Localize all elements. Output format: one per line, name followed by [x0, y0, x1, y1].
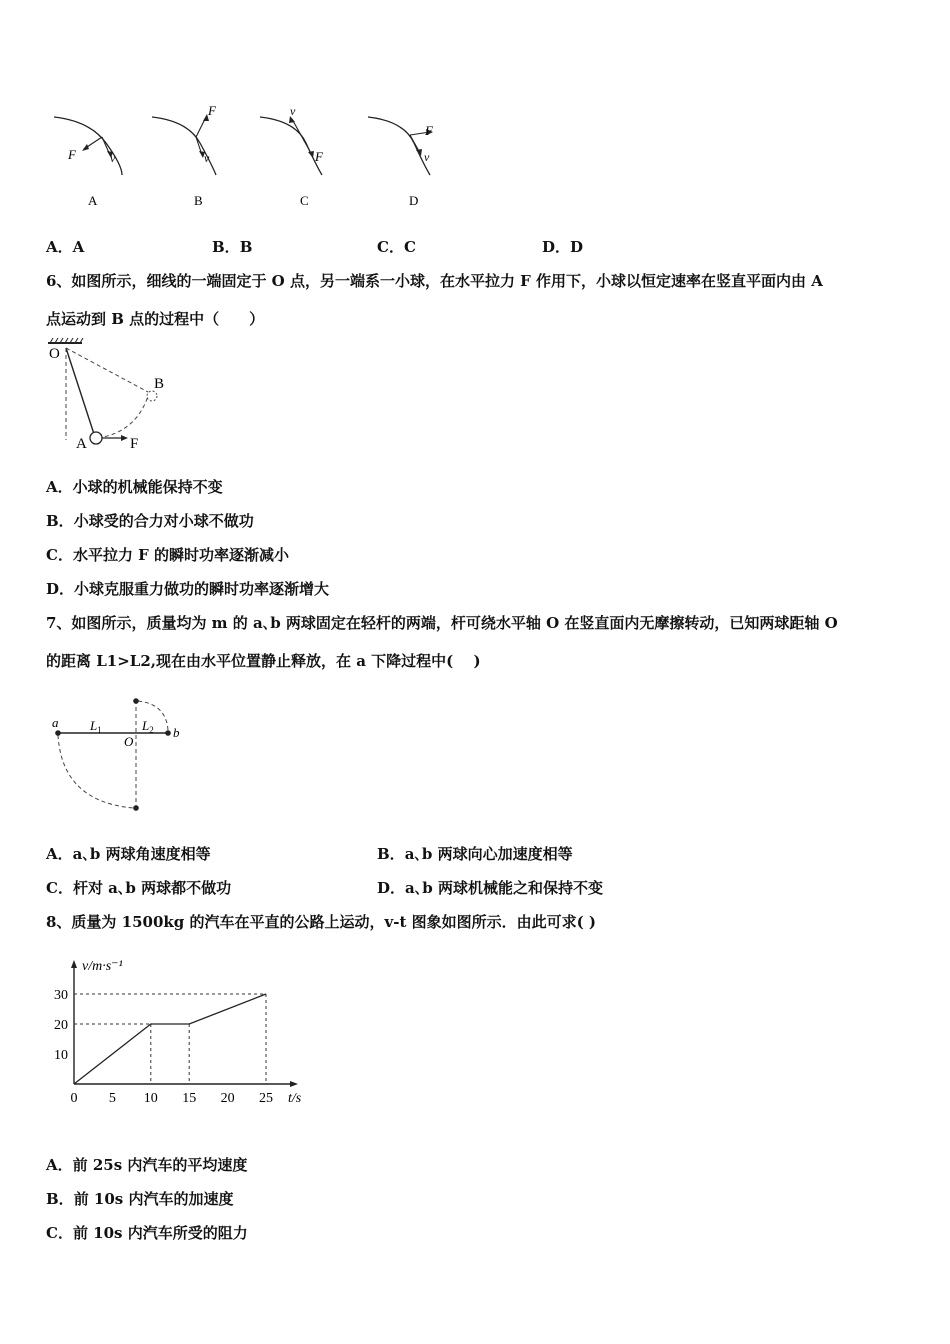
q6-option-d-letter: D． [46, 580, 75, 598]
q6-option-b-letter: B． [46, 512, 74, 530]
q7-label-o: O [124, 734, 134, 749]
q5-c-curve [260, 117, 322, 175]
q6-label-o: O [49, 346, 60, 362]
vt-chart-series [74, 994, 266, 1084]
q6-option-d-text: 小球克服重力做功的瞬时功率逐渐增大 [74, 580, 330, 598]
q7-label-l1 [89, 718, 102, 735]
q6-label-f: F [130, 436, 139, 452]
vt-chart-guides [74, 994, 266, 1084]
q8-option-c-text: 前 10s 内汽车所受的阻力 [72, 1224, 248, 1242]
x-axis-arrowhead [290, 1081, 298, 1087]
q6-ball-b [147, 391, 157, 401]
q6-figure [40, 336, 180, 456]
q5-a-velocity-label: v [110, 151, 116, 165]
q7-l2-letter: L [142, 718, 150, 733]
q6-option-c-text: 水平拉力 F 的瞬时功率逐渐减小 [72, 546, 290, 564]
q7-option-c-text: 杆对 a､b 两球都不做功 [72, 879, 232, 897]
q8-option-a-letter: A． [46, 1156, 73, 1174]
q5-option-d-text: D [570, 238, 584, 256]
q6-option-b-text: 小球受的合力对小球不做功 [73, 512, 254, 530]
y-tick-label-20: 20 [54, 1018, 68, 1033]
q7-stem-line-1: 7、如图所示，质量均为 m 的 a､b 两球固定在轻杆的两端，杆可绕水平轴 O 在竖直面内无摩擦转动，已知两球距轴 O [46, 614, 838, 632]
q7-option-a [46, 843, 211, 864]
q5-figures [40, 95, 460, 220]
y-axis-label: v/m·s⁻¹ [82, 959, 123, 974]
q6-option-c-letter: C． [46, 546, 73, 564]
q7-stem-line-2: 的距离 L1>L2,现在由水平位置静止释放，在 a 下降过程中( ) [46, 652, 481, 670]
q5-c-force-arrowhead [308, 151, 314, 158]
q5-option-a [46, 236, 84, 257]
q8-option-b [46, 1188, 233, 1209]
y-tick-label-10: 10 [54, 1048, 68, 1063]
q5-option-c [377, 236, 416, 257]
q6-string [66, 348, 94, 434]
q8-option-a [46, 1154, 247, 1175]
q5-b-force-label: F [208, 103, 216, 118]
q5-figure-a [54, 117, 122, 208]
y-axis-arrowhead [71, 960, 77, 968]
q8-stem: 8、质量为 1500kg 的汽车在平直的公路上运动，v-t 图象如图所示．由此可求( ) [46, 913, 597, 931]
q5-d-curve [368, 117, 430, 175]
q5-option-c-letter: C． [377, 238, 404, 256]
q5-d-velocity-label: v [424, 150, 430, 164]
q7-option-d-letter: D． [377, 879, 406, 897]
q5-c-force-label: F [315, 149, 323, 164]
q5-b-curve [152, 117, 216, 175]
q8-option-c-letter: C． [46, 1224, 73, 1242]
q7-label-l2 [141, 718, 154, 735]
x-tick-label-15: 15 [182, 1091, 197, 1106]
q5-option-d-letter: D． [542, 238, 571, 256]
q6-arc-dashed [98, 396, 148, 438]
q7-option-d-text: a､b 两球机械能之和保持不变 [405, 879, 603, 897]
q7-option-b [377, 843, 573, 864]
q8-option-c [46, 1222, 248, 1243]
q5-option-d [542, 236, 583, 257]
q8-option-a-text: 前 25s 内汽车的平均速度 [72, 1156, 248, 1174]
q5-option-b-letter: B． [212, 238, 240, 256]
q7-ball-top [133, 698, 139, 704]
q6-force-arrowhead [121, 435, 128, 441]
x-tick-label-5: 5 [108, 1091, 116, 1106]
q6-stem-line-2: 点运动到 B 点的过程中（ ） [46, 310, 265, 328]
q7-option-a-text: a､b 两球角速度相等 [72, 845, 211, 863]
q7-l1-letter: L [90, 718, 98, 733]
q7-l2-subscript: 2 [149, 725, 154, 735]
y-tick-label-30: 30 [54, 988, 68, 1003]
q6-option-b [46, 510, 254, 531]
q7-option-d [377, 877, 603, 898]
x-tick-label-10: 10 [143, 1091, 158, 1106]
q7-ball-a [55, 730, 61, 736]
q5-option-c-text: C [403, 238, 416, 256]
q7-l1-subscript: 1 [97, 725, 102, 735]
q7-option-c-letter: C． [46, 879, 73, 897]
vt-series-line [74, 994, 266, 1084]
q5-option-b [212, 236, 252, 257]
q6-option-c [46, 544, 289, 565]
q7-option-a-letter: A． [46, 845, 73, 863]
x-tick-label-0: 0 [70, 1091, 78, 1106]
q5-figure-c [260, 104, 324, 208]
q5-a-force-arrowhead [82, 144, 89, 151]
x-axis-label: t/s [288, 1091, 302, 1106]
q8-option-b-letter: B． [46, 1190, 74, 1208]
q7-option-c [46, 877, 231, 898]
q7-ball-bottom [133, 805, 139, 811]
q5-option-a-text: A [72, 238, 85, 256]
q7-arc-a-dashed [58, 735, 134, 808]
q5-d-caption: D [409, 193, 419, 208]
q5-a-caption: A [88, 193, 98, 208]
q6-label-b: B [154, 376, 165, 392]
q6-stem-line-1: 6、如图所示，细线的一端固定于 O 点，另一端系一小球，在水平拉力 F 作用下，小球以恒定速率在竖直平面内由 A [46, 272, 823, 290]
q8-option-b-text: 前 10s 内汽车的加速度 [73, 1190, 234, 1208]
x-tick-label-20: 20 [220, 1091, 235, 1106]
q7-option-b-letter: B． [377, 845, 405, 863]
q5-option-a-letter: A． [46, 238, 73, 256]
q5-a-force-label: F [68, 147, 76, 162]
q6-option-a-text: 小球的机械能保持不变 [72, 478, 223, 496]
q7-option-b-text: a､b 两球向心加速度相等 [404, 845, 573, 863]
q5-c-caption: C [300, 193, 309, 208]
q5-b-velocity-label: v [204, 151, 210, 165]
x-tick-label-25: 25 [259, 1091, 273, 1106]
q5-figure-d [368, 117, 434, 208]
q7-label-b: b [173, 725, 180, 740]
q5-d-force-label: F [425, 123, 433, 138]
q7-figure [44, 690, 194, 820]
q6-option-a-letter: A． [46, 478, 73, 496]
q6-ball-a [90, 432, 102, 444]
q6-option-a [46, 476, 223, 497]
q7-label-a: a [52, 715, 59, 730]
q7-ball-b [165, 730, 171, 736]
q5-b-caption: B [194, 193, 203, 208]
vt-chart-ticks [54, 988, 273, 1106]
q5-figure-b [152, 103, 217, 208]
q6-option-d [46, 578, 329, 599]
q6-label-a: A [76, 436, 87, 452]
q8-vt-chart [40, 948, 310, 1113]
q5-option-b-text: B [239, 238, 253, 256]
q5-c-velocity-label: v [290, 104, 296, 118]
